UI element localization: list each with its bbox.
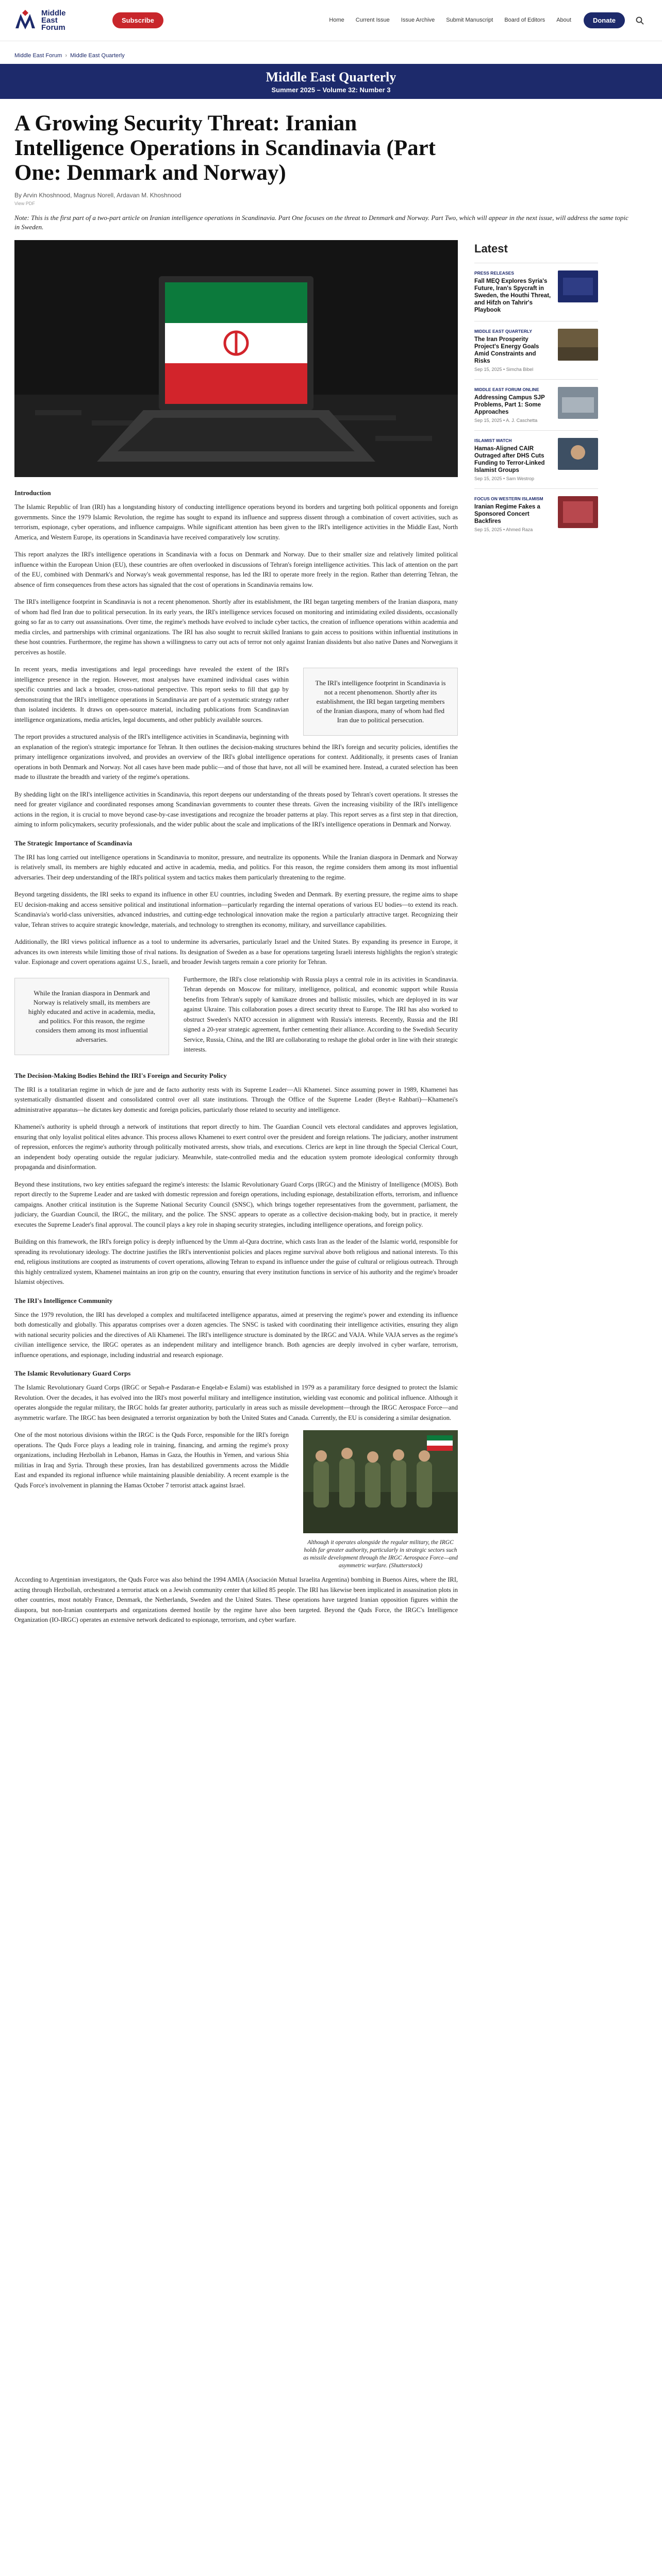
article-figure: [303, 1430, 458, 1570]
nav-board-of-editors[interactable]: Board of Editors: [504, 17, 545, 23]
view-pdf-link[interactable]: View PDF: [14, 201, 35, 206]
card-headline[interactable]: Iranian Regime Fakes a Sponsored Concert Backfires: [474, 504, 540, 524]
paragraph: This report analyzes the IRI's intelligence operations in Scandinavia with a focus on Denmark and Norway. Due to their smaller size and relatively limited political influence within the European Union (EU), these countries are often overlooked in discussions of Tehran's foreign intelligence activities. This lack of attention on the part of the EU, combined with Denmark's and Norway's weak governmental response, has led the IRI to operate more freely in the region. Rather than deterring Tehran, the absence of firm consequences from these actors has signaled that the cost of operations in Scandinavia remains low.: [14, 551, 458, 588]
card-thumbnail: [558, 329, 598, 361]
logo-text: [41, 10, 66, 31]
card-kicker: ISLAMIST WATCH: [474, 438, 512, 443]
paragraph: The Islamic Republic of Iran (IRI) has a longstanding history of conducting intelligence operations beyond its borders and targeting both political opponents and foreign governments. Since the 1979 Islamic Revolution, the regime has sought to expand its influence and suppress dissent through a combination of covert activities, such as terrorism, espionage, cyber operations, and influence campaigns. While significant attention has been given to the IRI's intelligence activities in the Middle East, North America, and Western Europe, its operations in Scandinavia have received comparatively low scrutiny.: [14, 503, 458, 541]
paragraph: The IRI's intelligence footprint in Scandinavia is not a recent phenomenon. Shortly after its establishment, the IRI began targeting members of the Iranian diaspora, many of whom had fled Iran due to political persecution. In its early years, the IRI's intelligence services focused on monitoring and intimidating exiled dissidents, occasionally going so far as to carry out assassinations. Over time, the regime's methods have evolved to include cyber tactics, the creation of influence operations within academia and media circles, and partnerships with criminal organizations. The IRI has also sought to recruit skilled Iranians to gain access to positions within influential institutions in these host countries. Furthermore, the regime has shown a willingness to carry out acts of terror not only against Iranian dissidents but also native Danes and Norwegians it perceives as hostile.: [14, 598, 458, 656]
paragraph: According to Argentinian investigators, the Quds Force was also behind the 1994 AMIA (Asociación Mutual Israelita Argentina) bombing in Buenos Aires, where the IRI, acting through Hezbollah, orchestrated a terrorist attack on a Jewish community center that killed 85 people. The IRI has likewise been implicated in assassination plots in other countries, most notably France, Denmark, the Netherlands, Sweden and the United States. These operations have targeted Iranian opposition figures within the diaspora, but non-Iranian counterparts and organizations deemed hostile by the regime have also been targeted. Beyond the Quds Force, the IRGC's Intelligence Organization (IO-IRGC) operates an extensive network dedicated to espionage, terrorism, and cyber warfare.: [14, 1576, 458, 1623]
breadcrumb-item[interactable]: Middle East Quarterly: [70, 53, 125, 59]
card-thumbnail: [558, 438, 598, 470]
paragraph: The report provides a structured analysis of the IRI's intelligence activities in Scandinavia, beginning with an explanation of the region's strategic importance for Tehran. It then outlines the decision-making structures behind the IRI's foreign and security policies, identifies the primary intelligence organizations involved, and provides an overview of the IRI's global intelligence operations for context. Additionally, it presents cases of Iranian operations in both Denmark and Norway. Not all cases have been made public—and of those that have, not all will be examined here. Instead, a curated selection has been made to illustrate the breadth and variety of the regime's operations.: [14, 733, 458, 781]
journal-title[interactable]: Middle East Quarterly: [266, 69, 396, 84]
latest-heading: Latest: [474, 242, 508, 255]
logo-mark-icon: [14, 10, 36, 31]
latest-card[interactable]: [474, 379, 598, 430]
logo-line2: East: [41, 15, 58, 25]
card-thumbnail: [558, 387, 598, 419]
pull-quote: The IRI's intelligence footprint in Scandinavia is not a recent phenomenon. Shortly after its establishment, the IRI began targeting members of the Iranian diaspora, many of whom had fled Iran due to political persecution.: [303, 668, 458, 736]
latest-card[interactable]: [474, 263, 598, 321]
paragraph: One of the most notorious divisions within the IRGC is the Quds Force, responsible for the IRI's foreign operations. The Quds Force plays a leading role in training, financing, and arming the regime's proxy organizations, including Hezbollah in Lebanon, Hamas in Gaza, the Houthis in Yemen, and various Shia militias in Iraq and Syria. Through these proxies, Iran has destabilized governments across the Middle East and expanded its regional influence while maintaining plausible deniability. A recent example is the Quds Force's involvement in planning the Hamas October 7 terrorist attack against Israel.: [14, 1431, 289, 1489]
article-note: Note: This is the first part of a two-part article on Iranian intelligence operations in Scandinavia. Part One focuses on the threat to Denmark and Norway. Part Two, which will appear in the next issue, will address the same topic in Sweden.: [14, 214, 628, 231]
card-headline[interactable]: Hamas-Aligned CAIR Outraged after DHS Cuts Funding to Terror-Linked Islamist Groups: [474, 446, 545, 473]
paragraph: The IRI is a totalitarian regime in which de jure and de facto authority rests with its Supreme Leader—Ali Khamenei. Since assuming power in 1989, Khamenei has systematically dismantled dissent and consolidated control over all state institutions. Through the Office of the Supreme Leader (Beyt-e Rahbari)—Khamenei's administrative apparatus—he dictates key domestic and foreign policies, particularly those related to security and intelligence.: [14, 1086, 458, 1113]
donate-button[interactable]: Donate: [584, 12, 625, 28]
card-thumbnail: [558, 496, 598, 528]
section-heading: The Strategic Importance of Scandinavia: [14, 839, 133, 847]
latest-card[interactable]: [474, 488, 598, 539]
article-authors: By Arvin Khoshnood, Magnus Norell, Ardavan M. Khoshnood: [14, 192, 181, 199]
section-heading: The Islamic Revolutionary Guard Corps: [14, 1369, 131, 1377]
paragraph: Beyond targeting dissidents, the IRI seeks to expand its influence in other EU countries, including Sweden and Denmark. By exerting pressure, the regime aims to shape EU decision-making and access sensitive political and institutional information—particularly regarding the internal operations of various EU bodies—to extend its reach. Scandinavia's world-class universities, advanced industries, and cutting-edge technological innovation make the region a particularly attractive target. Recognizing their value, Tehran strives to acquire strategic knowledge, materials, and technology to strengthen its economy, military, and surveillance capabilities.: [14, 891, 458, 928]
card-meta: Sep 15, 2025 • Simcha Bibel: [474, 367, 534, 372]
site-logo[interactable]: [14, 10, 112, 31]
card-headline[interactable]: Addressing Campus SJP Problems, Part 1: Some Approaches: [474, 395, 545, 415]
issue-label: Summer 2025 – Volume 32: Number 3: [271, 86, 391, 94]
nav-home[interactable]: Home: [329, 17, 344, 23]
card-kicker: MIDDLE EAST QUARTERLY: [474, 329, 533, 334]
card-headline[interactable]: The Iran Prosperity Project's Energy Goals Amid Constraints and Risks: [474, 336, 539, 364]
article-title: A Growing Security Threat: Iranian Intelligence Operations in Scandinavia (Part One: Denmark and Norway): [14, 111, 436, 185]
breadcrumb: Middle East Forum › Middle East Quarterly: [14, 53, 125, 59]
card-kicker: FOCUS ON WESTERN ISLAMISM: [474, 496, 543, 501]
card-meta: Sep 15, 2025 • Ahmed Raza: [474, 527, 533, 532]
top-navigation: [0, 0, 662, 41]
nav-submit-manuscript[interactable]: Submit Manuscript: [446, 17, 493, 23]
paragraph: The IRI has long carried out intelligence operations in Scandinavia to monitor, pressure, and neutralize its opponents. While the Iranian diaspora in Denmark and Norway is relatively small, its members are highly educated and active in academia, media, and politics. For this reason, the regime considers them among its most influential adversaries. Their deep understanding of the IRI's political system and tactics makes them particularly threatening to the regime.: [14, 853, 458, 881]
article-body: [14, 240, 458, 1633]
paragraph: Furthermore, the IRI's close relationship with Russia plays a central role in its activities in Scandinavia. Tehran depends on Moscow for military, intelligence, political, and economic support while Russia benefits from Tehran's supply of kamikaze drones and ballistic missiles, which are deployed in its war against Ukraine. This collaboration poses a direct security threat to Europe. The IRI has also worked to obstruct Sweden's NATO accession in alignment with Russia's interests. Recently, Russia and the IRI signed a 20-year strategic agreement, further cementing their alliance. According to the Swedish Security Service, Russia, China, and the IRI are collaborating to reshape the global order in line with their strategic interests.: [184, 975, 458, 1053]
card-meta: Sep 15, 2025 • A. J. Caschetta: [474, 418, 538, 423]
latest-card[interactable]: [474, 321, 598, 379]
figure-caption: Although it operates alongside the regular military, the IRGC holds far greater authority, particularly in strategic sectors such as missile development through the IRGC Aerospace Force—and asymmetric warfare. (Shutterstock): [303, 1539, 458, 1569]
irgc-photo: [303, 1430, 458, 1533]
paragraph: Beyond these institutions, two key entities safeguard the regime's interests: the Islamic Revolutionary Guard Corps (IRGC) and the Ministry of Intelligence (MOIS). Both report directly to the Supreme Leader and are tasked with domestic repression and foreign operations, including espionage, destabilization efforts, terrorism, and influence campaigns. Another critical institution is the Supreme National Security Council (SNSC), which brings together representatives from the government, parliament, the judiciary, the Guardian Council, the IRGC, the military, and the police. The SNSC appears to operate as a collective decision-making body, but in practice, it merely executes the Supreme Leader's final approval. The council plays a key role in shaping security strategies, including intelligence operations, and foreign policy.: [14, 1180, 458, 1228]
paragraph: The Islamic Revolutionary Guard Corps (IRGC or Sepah-e Pasdaran-e Enqelab-e Eslami) was established in 1979 as a paramilitary force designed to protect the Islamic Revolution. Over the decades, it has evolved into the IRI's most powerful military and intelligence institution, wielding vast economic and political influence. Although it operates alongside the regular military, the IRGC holds far greater authority, particularly in areas such as missile development—through the IRGC Aerospace Force—and asymmetric warfare. The IRGC has been designated a terrorist organization by both the United States and Canada. Currently, the EU is considering a similar designation.: [14, 1384, 458, 1421]
latest-card[interactable]: [474, 430, 598, 488]
paragraph: Since the 1979 revolution, the IRI has developed a complex and multifaceted intelligence apparatus, aimed at preserving the regime's power and extending its influence both domestically and globally. This apparatus comprises over a dozen agencies. The SNSC is tasked with coordinating their intelligence activities, ensuring they align with national security policies and the directives of Ali Khamenei. The IRI's intelligence structure is dominated by the IRGC and VAJA. While VAJA serves as the regime's civilian intelligence service, the IRGC operates as an independent military and intelligence branch. Both agencies are deeply involved in cyber warfare, terrorism, influence operations, and espionage, including industrial and research espionage.: [14, 1311, 458, 1359]
subscribe-button[interactable]: Subscribe: [112, 12, 163, 28]
section-heading: The IRI's Intelligence Community: [14, 1296, 113, 1304]
section-heading: Introduction: [14, 489, 51, 497]
paragraph: Khamenei's authority is upheld through a network of institutions that report directly to him. The Guardian Council vets electoral candidates and approves legislation, ensuring that only loyalist political elites advance. This process allows Khamenei to exert control over the president and foreign relations. The judiciary, another instrument of repression, enforces the regime's authority through politically motivated arrests, show trials, and executions. Clerics are kept in line through the Special Clerical Court, an independent body operating outside the regular judiciary. Meanwhile, state-controlled media and the education system promote ideological conformity through propaganda and disinformation.: [14, 1123, 458, 1171]
card-kicker: PRESS RELEASES: [474, 270, 514, 276]
card-meta: Sep 15, 2025 • Sam Westrop: [474, 476, 535, 481]
paragraph: Building on this framework, the IRI's foreign policy is deeply influenced by the Umm al-Qura doctrine, which casts Iran as the leader of the Islamic world, responsible for spreading its revolutionary ideology. The doctrine justifies the IRI's interventionist policies and places regime survival above both religious and national interests. To this end, religious institutions are coopted as instruments of covert operations, allowing Tehran to expand its influence under the guise of cultural or religious outreach. Through this highly centralized system, Khamenei maintains an iron grip on the country, ensuring that every institution functions in service of his authority and the regime's broader Islamist objectives.: [14, 1238, 458, 1285]
pull-quote: While the Iranian diaspora in Denmark and Norway is relatively small, its members are highly educated and active in academia, media, and politics. For this reason, the regime considers them among its most influential adversaries.: [14, 978, 169, 1055]
nav-current-issue[interactable]: Current Issue: [355, 17, 390, 23]
paragraph: In recent years, media investigations and legal proceedings have revealed the extent of the IRI's intelligence presence in the region. However, most analyses have examined individual cases within specific countries and lack a broader, cross-national perspective. This report seeks to fill that gap by demonstrating that the IRI's intelligence operations in Scandinavia are part of a systematic strategy rather than isolated incidents. It draws on open-source material, including publications from Scandinavian intelligence organizations, media articles, legal documents, and other publicly available sources.: [14, 666, 289, 723]
nav-issue-archive[interactable]: Issue Archive: [401, 17, 435, 23]
paragraph: By shedding light on the IRI's intelligence activities in Scandinavia, this report deepens our understanding of the threats posed by Tehran's covert operations. It stresses the need for greater vigilance and coordinated responses among Scandinavian governments to counter these threats. Given the increasing visibility of the IRI's intelligence actions in the region, it is crucial to move beyond case-by-case investigations and recognize the broader patterns at play. This report serves as a first step in that direction, aiming to inform policymakers, security professionals, and the wider public about the scale and implications of the IRI's intelligence operations in Denmark and Norway.: [14, 790, 458, 828]
card-headline[interactable]: Fall MEQ Explores Syria's Future, Iran's Spycraft in Sweden, the Houthi Threat, and Hifzh on Tahrir's Playbook: [474, 278, 551, 313]
card-kicker: MIDDLE EAST FORUM ONLINE: [474, 387, 539, 392]
section-heading: The Decision-Making Bodies Behind the IRI's Foreign and Security Policy: [14, 1071, 227, 1079]
logo-line1: Middle: [41, 8, 66, 18]
card-thumbnail: [558, 270, 598, 302]
main-nav: [329, 17, 571, 24]
hero-image: [14, 240, 458, 477]
paragraph: Additionally, the IRI views political influence as a tool to undermine its adversaries, particularly Israel and the United States. By expanding its presence in Europe, it advances its own interests while limiting those of rival nations. Its designation of Sweden as a base for operations targeting Israeli interests highlights the region's strategic value. Espionage and covert operations against U.S., Israeli, and broader Jewish targets remain a core priority for Tehran.: [14, 938, 458, 965]
logo-line3: Forum: [41, 23, 65, 32]
nav-about[interactable]: About: [556, 17, 571, 23]
search-icon[interactable]: [632, 13, 648, 28]
breadcrumb-item[interactable]: Middle East Forum: [14, 53, 62, 59]
latest-sidebar: [474, 240, 598, 1633]
journal-banner: [0, 64, 662, 99]
